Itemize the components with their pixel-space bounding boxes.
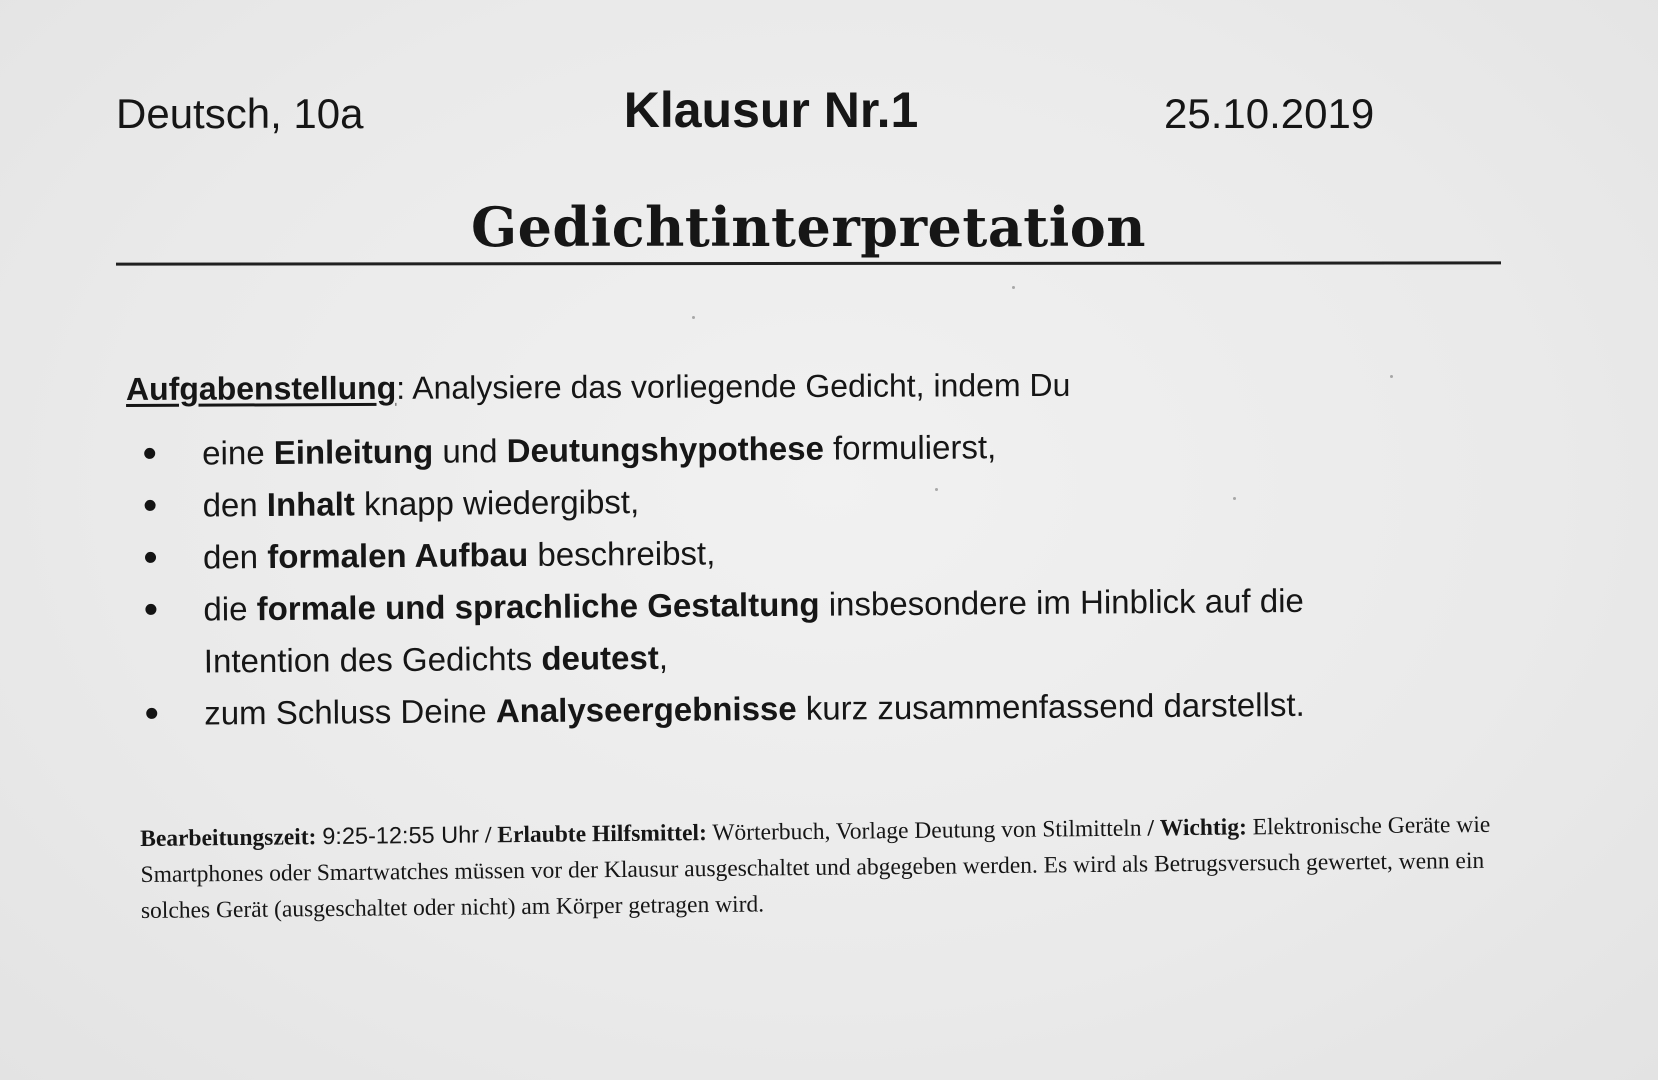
bullet-text: knapp wiedergibst, <box>354 483 640 523</box>
bullet-text: insbesondere im Hinblick auf die <box>819 581 1304 623</box>
bullet-keyword: Einleitung <box>273 432 434 471</box>
exam-footer <box>140 806 1516 929</box>
bullet-line <box>203 534 716 575</box>
bullet-text: die <box>203 590 257 628</box>
bullet-text: den <box>202 486 267 524</box>
task-bullet-item <box>141 574 1442 688</box>
bullet-text: Intention des Gedichts <box>203 639 542 680</box>
title-underline <box>116 261 1501 265</box>
paper-speck <box>1390 375 1393 378</box>
task-statement <box>126 362 1071 412</box>
bullet-keyword: Inhalt <box>266 485 355 524</box>
important-text: Elektronische Geräte wie Smartphones oder Smartwatches müssen vor der Klausur ausgeschaltet und abgegeben werden. Es wird als Betrugsversuch gewertet, wenn ein solches Gerät (ausgeschaltet oder nicht) am Körper getragen wird. <box>140 811 1491 924</box>
task-text: : Analysiere das vorliegende Gedicht, indem Du <box>396 366 1071 406</box>
bullet-text: , <box>658 638 669 676</box>
bullet-text: zum Schluss Deine <box>204 692 497 732</box>
bullet-text: den <box>202 538 268 576</box>
important-label: Wichtig: <box>1159 814 1247 842</box>
bullet-keyword: deutest <box>541 638 659 677</box>
subject-class: Deutsch, 10a <box>116 90 364 137</box>
bullet-dot-icon <box>146 708 157 719</box>
bullet-line <box>202 428 996 471</box>
time-value: 9:25-12:55 Uhr <box>322 821 480 850</box>
aids-value: Wörterbuch, Vorlage Deutung von Stilmitteln <box>712 815 1142 847</box>
exam-topic: Gedichtinterpretation <box>470 195 1147 259</box>
bullet-text: kurz zusammenfassend darstellst. <box>796 685 1305 727</box>
task-bullet-item <box>142 678 1442 740</box>
task-bullet-list <box>140 418 1442 740</box>
bullet-text: und <box>433 432 507 470</box>
bullet-keyword: Analyseergebnisse <box>495 689 797 730</box>
exam-date: 25.10.2019 <box>1164 90 1375 137</box>
bullet-text: eine <box>202 433 274 472</box>
separator: / <box>484 822 492 849</box>
time-label: Bearbeitungszeit: <box>140 824 317 852</box>
bullet-keyword: formale und sprachliche Gestaltung <box>256 585 820 628</box>
bullet-text: formulierst, <box>823 428 997 467</box>
paper-speck <box>1012 286 1015 289</box>
bullet-dot-icon <box>145 500 156 511</box>
task-label: Aufgabenstellung <box>125 369 397 407</box>
bullet-line <box>203 582 1304 628</box>
bullet-line <box>202 483 639 523</box>
separator: / <box>1147 815 1155 842</box>
paper-speck <box>692 316 695 319</box>
bullet-line <box>204 686 1305 732</box>
bullet-text: beschreibst, <box>528 534 716 573</box>
bullet-keyword: formalen Aufbau <box>267 535 529 576</box>
bullet-dot-icon <box>145 604 156 615</box>
aids-label: Erlaubte Hilfsmittel: <box>497 820 707 849</box>
bullet-dot-icon <box>144 448 155 459</box>
exam-title: Klausur Nr.1 <box>623 82 919 138</box>
bullet-keyword: Deutungshypothese <box>506 429 824 470</box>
bullet-dot-icon <box>145 552 156 563</box>
